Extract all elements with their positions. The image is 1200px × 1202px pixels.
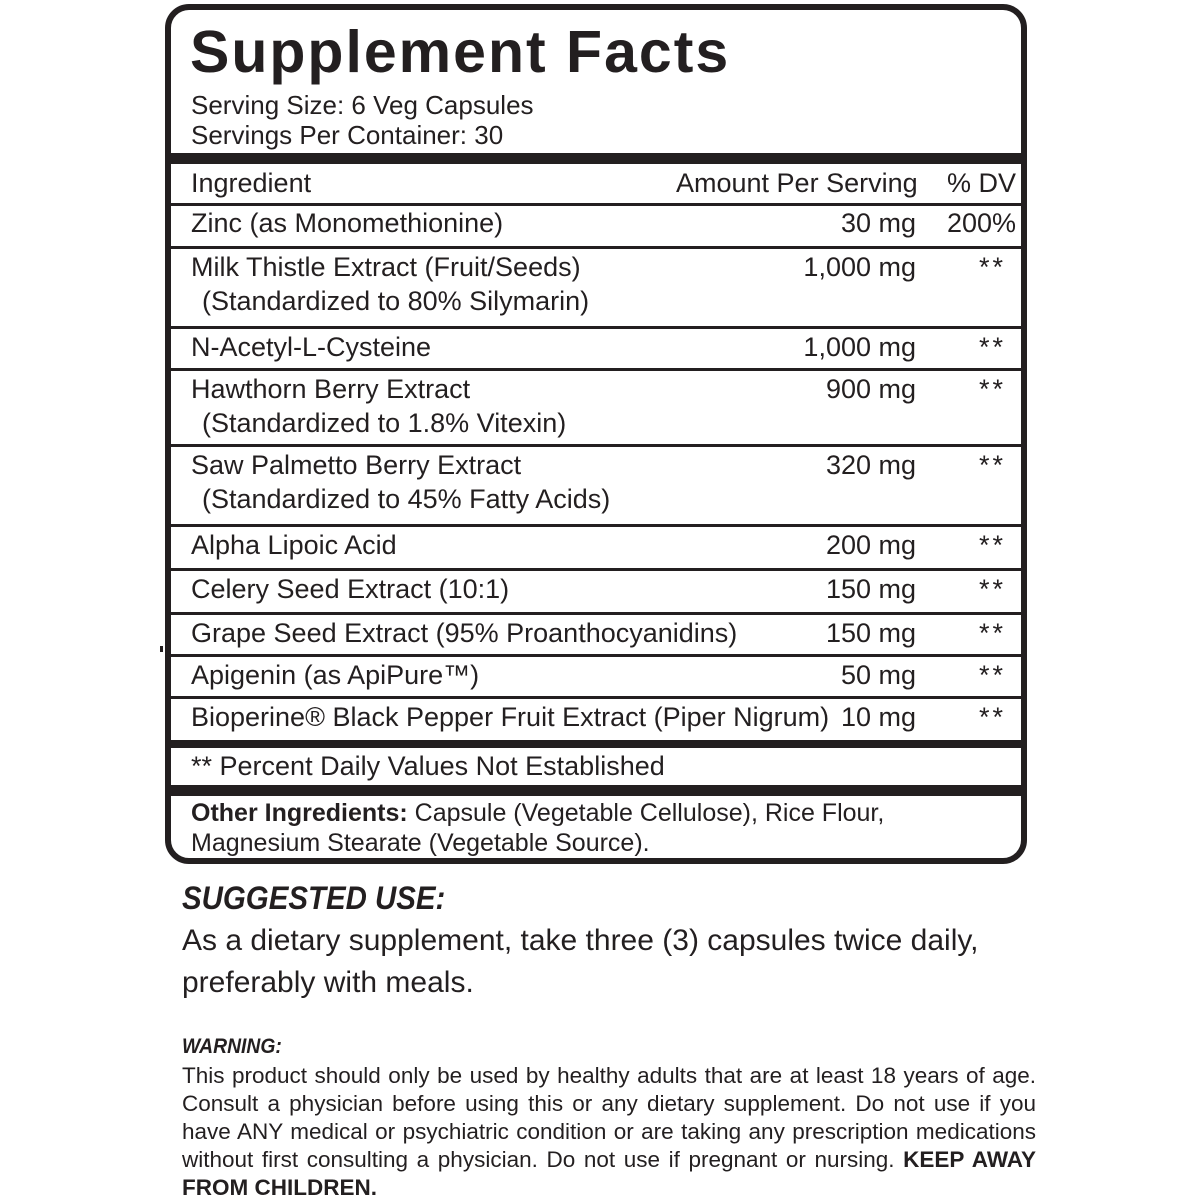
ingredient-dv: ** <box>978 702 1006 732</box>
thick-divider <box>171 740 1021 748</box>
ingredient-dv: ** <box>978 374 1006 404</box>
other-ingredients-text-1: Capsule (Vegetable Cellulose), Rice Flour, <box>407 799 885 827</box>
other-ingredients-line-1 <box>191 798 884 828</box>
edge-mark <box>160 646 163 652</box>
warning-text <box>182 1062 1036 1202</box>
ingredient-standardization: (Standardized to 1.8% Vitexin) <box>202 408 567 438</box>
ingredient-dv: ** <box>978 660 1006 690</box>
ingredient-standardization: (Standardized to 45% Fatty Acids) <box>202 484 611 514</box>
header-ingredient: Ingredient <box>191 168 312 198</box>
suggested-use-text: As a dietary supplement, take three (3) capsules twice daily, preferably with meals. <box>182 924 979 999</box>
row-divider <box>171 696 1021 699</box>
ingredient-dv: ** <box>978 252 1006 282</box>
serving-size: Serving Size: 6 Veg Capsules <box>191 90 534 120</box>
ingredient-dv: ** <box>978 332 1006 362</box>
row-divider <box>171 444 1021 447</box>
supplement-facts-panel <box>165 4 1027 864</box>
ingredient-amount: 150 mg <box>825 574 916 604</box>
ingredient-dv: ** <box>978 618 1006 648</box>
ingredient-amount: 50 mg <box>840 660 916 690</box>
thick-divider <box>171 785 1021 796</box>
ingredient-amount: 900 mg <box>825 374 916 404</box>
suggested-use-heading: SUGGESTED USE: <box>182 880 446 916</box>
ingredient-standardization: (Standardized to 80% Silymarin) <box>202 286 590 316</box>
row-divider <box>171 368 1021 371</box>
warning-heading: WARNING: <box>182 1035 282 1058</box>
ingredient-name: Alpha Lipoic Acid <box>191 530 397 560</box>
ingredient-name: Apigenin (as ApiPure™) <box>191 660 480 690</box>
ingredient-name: N-Acetyl-L-Cysteine <box>191 332 432 362</box>
header-dv: % DV <box>946 168 1016 198</box>
row-divider <box>171 612 1021 615</box>
row-divider <box>171 246 1021 249</box>
row-divider <box>171 568 1021 571</box>
ingredient-name: Milk Thistle Extract (Fruit/Seeds) <box>191 252 581 282</box>
panel-title: Supplement Facts <box>190 19 731 85</box>
row-divider <box>171 654 1021 657</box>
row-divider <box>171 524 1021 527</box>
ingredient-dv: ** <box>978 574 1006 604</box>
ingredient-amount: 150 mg <box>825 618 916 648</box>
ingredient-amount: 1,000 mg <box>803 252 916 282</box>
ingredient-dv: 200% <box>946 208 1016 238</box>
header-amount: Amount Per Serving <box>676 168 918 198</box>
ingredient-name: Celery Seed Extract (10:1) <box>191 574 510 604</box>
ingredient-amount: 320 mg <box>825 450 916 480</box>
row-divider <box>171 326 1021 329</box>
servings-per-container: Servings Per Container: 30 <box>191 120 504 150</box>
ingredient-amount: 10 mg <box>840 702 916 732</box>
ingredient-name: Zinc (as Monomethionine) <box>191 208 504 238</box>
other-ingredients-label: Other Ingredients: <box>191 799 408 827</box>
warning-bold: KEEP AWAY FROM CHILDREN. <box>182 1147 1037 1200</box>
ingredient-amount: 200 mg <box>825 530 916 560</box>
ingredient-amount: 30 mg <box>840 208 916 238</box>
footnote: ** Percent Daily Values Not Established <box>191 751 665 781</box>
ingredient-name: Saw Palmetto Berry Extract <box>191 450 522 480</box>
ingredient-name: Hawthorn Berry Extract <box>191 374 471 404</box>
ingredient-name: Bioperine® Black Pepper Fruit Extract (Piper Nigrum) <box>191 702 830 732</box>
ingredient-amount: 1,000 mg <box>803 332 916 362</box>
ingredient-dv: ** <box>978 530 1006 560</box>
thick-divider <box>171 153 1021 164</box>
warning-body: This product should only be used by healthy adults that are at least 18 years of age. Consult a physician before using this or any dietary supplement. Do not use if you have ANY medical or psychiatric condition or are taking any prescription medications without first consulting a physician. Do not use if pregnant or nursing. <box>182 1063 1036 1172</box>
ingredient-dv: ** <box>978 450 1006 480</box>
other-ingredients-line-2: Magnesium Stearate (Vegetable Source). <box>191 829 650 857</box>
ingredient-name: Grape Seed Extract (95% Proanthocyanidins) <box>191 618 738 648</box>
